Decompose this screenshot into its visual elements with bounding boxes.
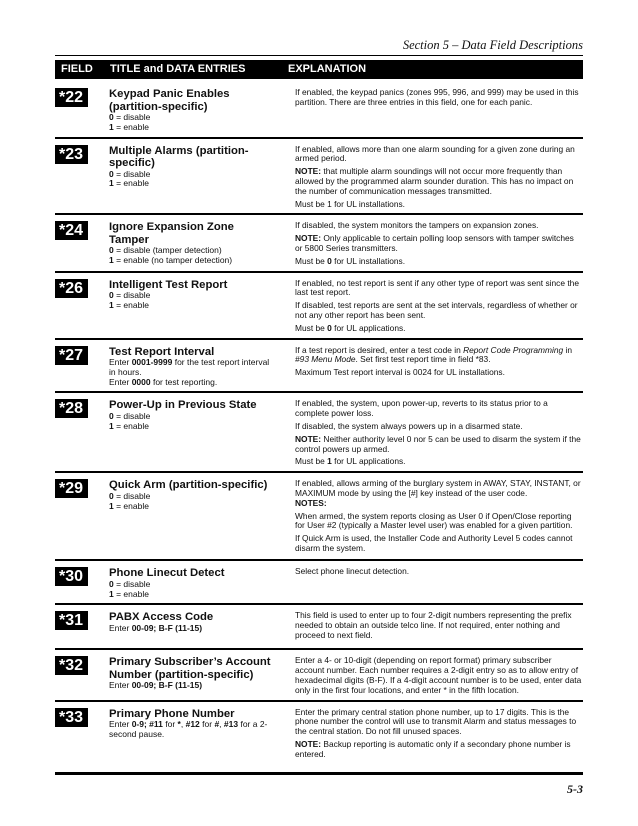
data-entry-line: [109, 358, 275, 378]
entry-key: 0: [109, 290, 114, 301]
explanation-text: If Quick Arm is used, the Installer Code and Authority Level 5 codes cannot disarm the system.: [295, 533, 573, 553]
entry-bold2: *: [177, 719, 181, 729]
field-title: Phone Linecut Detect: [109, 567, 225, 580]
entry-value: = enable (no tamper detection): [113, 255, 233, 266]
field-title: Multiple Alarms (partition-specific): [109, 144, 249, 170]
field-cell: [55, 393, 105, 471]
entry-post5: for a 2-second pause.: [109, 719, 268, 739]
explanation-paragraph: [295, 145, 583, 165]
explanation-paragraph: [295, 534, 583, 554]
column-title: TITLE and DATA ENTRIES: [110, 63, 246, 75]
explanation-text: If enabled, no test report is sent if any other type of report was sent since the last test report.: [295, 277, 579, 298]
entry-key: 1: [109, 255, 114, 266]
data-entry-line: [109, 681, 275, 691]
explanation-cell: [279, 273, 583, 338]
explanation-text: Must be: [295, 456, 328, 467]
entry-key: 1: [109, 299, 114, 310]
field-cell: [55, 650, 105, 699]
explanation-paragraph: [295, 422, 583, 432]
field-title: Quick Arm (partition-specific): [109, 479, 268, 492]
entry-bold: 00-09; B-F (11-15): [131, 622, 203, 633]
entry-post4: ,: [219, 719, 224, 729]
field-cell: [55, 273, 105, 338]
explanation-text: for UL applications.: [331, 456, 406, 467]
title-cell: [105, 393, 279, 471]
explanation-paragraph: [295, 479, 583, 508]
field-number-badge: *30: [55, 567, 88, 586]
explanation-paragraph: [295, 708, 583, 737]
explanation-cell: [279, 473, 583, 559]
explanation-text: that multiple alarm soundings will not occur more frequently than allowed by the programmed alarm sounder duration. This has no impact on the number of communication messages transmitted.: [295, 166, 574, 196]
entry-pre: Enter: [109, 680, 132, 691]
explanation-cell: [279, 82, 583, 137]
entry-pre: Enter: [109, 376, 132, 387]
explanation-paragraph: [295, 301, 583, 321]
entry-value: = enable: [113, 299, 149, 310]
explanation-paragraph: [295, 512, 583, 532]
explanation-cell: [279, 393, 583, 471]
entry-key: 0: [109, 168, 114, 179]
field-title: Intelligent Test Report: [109, 278, 228, 291]
explanation-bold: 0: [327, 255, 332, 266]
field-title: Primary Subscriber’s Account Number (partition-specific): [109, 656, 271, 681]
entry-bold5: #13: [223, 719, 239, 729]
title-cell: [105, 650, 279, 699]
explanation-paragraph: [295, 435, 583, 455]
explanation-paragraph: [295, 167, 583, 196]
explanation-text: Select phone linecut detection.: [295, 566, 410, 577]
entry-bold: 0000: [131, 376, 151, 387]
explanation-paragraph: [295, 399, 583, 419]
explanation-paragraph: [295, 346, 583, 366]
explanation-text: Enter a 4- or 10-digit (depending on report format) primary subscriber account number. Each number requires a 2-digit entry so as to allow entry of hexadecimal digits (B-F). If a 4-digit account number is to be used, enter data only in the first four locations, and enter * in the fifth location.: [295, 655, 582, 695]
explanation-text: When armed, the system reports closing as User 0 if Open/Close reporting for User #2 (typically a Master level user) was enabled for a given partition.: [295, 510, 573, 531]
field-number-badge: *33: [55, 708, 88, 727]
explanation-paragraph: [295, 324, 583, 334]
explanation-bold: 0: [327, 322, 332, 333]
field-title: Keypad Panic Enables (partition-specific): [109, 88, 230, 113]
explanation-text: If enabled, allows more than one alarm sounding for a given zone during an armed period.: [295, 143, 575, 164]
entry-key: 1: [109, 588, 114, 599]
entry-key: 0: [109, 245, 114, 256]
explanation-text: for UL installations.: [331, 255, 406, 266]
explanation-cell: [279, 561, 583, 603]
field-cell: [55, 82, 105, 137]
table-row: [55, 559, 583, 603]
column-header-bar: [55, 60, 583, 79]
explanation-paragraph: [295, 740, 583, 760]
title-cell: [105, 273, 279, 338]
explanation-text: Backup reporting is automatic only if a secondary phone number is entered.: [295, 738, 571, 759]
entry-pre: Enter: [109, 357, 132, 368]
explanation-text: If enabled, the system, upon power-up, reverts to its status prior to a complete power loss.: [295, 398, 548, 419]
entry-key: 1: [109, 121, 114, 132]
title-cell: [105, 215, 279, 270]
explanation-text: If enabled, the keypad panics (zones 995, 996, and 999) may be used in this partition. There are three entries in this field, one for each panic.: [295, 87, 579, 107]
entry-bold4: #: [214, 719, 220, 729]
explanation-cell: [279, 215, 583, 270]
field-cell: [55, 215, 105, 270]
field-number-badge: *29: [55, 479, 88, 498]
title-cell: [105, 561, 279, 603]
data-entry-line: [109, 624, 275, 634]
note-label: NOTE:: [295, 738, 322, 749]
data-entry-line: [109, 378, 275, 388]
field-cell: [55, 473, 105, 559]
explanation-cell: [279, 702, 583, 764]
explanation-cell: [279, 650, 583, 699]
entry-value: = disable: [113, 168, 151, 179]
data-entry: [109, 301, 275, 311]
explanation-paragraph: [295, 611, 583, 640]
entry-value: = enable: [113, 588, 149, 599]
data-entry: [109, 256, 275, 266]
table-row: [55, 603, 583, 648]
entry-post: for: [162, 719, 178, 729]
header-rule: [55, 55, 583, 56]
field-number-badge: *32: [55, 656, 88, 675]
explanation-bold: 1: [327, 456, 332, 467]
explanation-text: Must be 1 for UL installations.: [295, 198, 406, 209]
table-row: [55, 82, 583, 137]
data-entry: [109, 502, 275, 512]
page-number: 5-3: [567, 782, 583, 796]
field-number-badge: *24: [55, 221, 88, 240]
explanation-text: If disabled, the system monitors the tampers on expansion zones.: [295, 220, 539, 231]
entry-key: 0: [109, 578, 114, 589]
explanation-paragraph: [295, 200, 583, 210]
data-entry: [109, 422, 275, 432]
explanation-paragraph: [295, 279, 583, 299]
data-entry: [109, 590, 275, 600]
field-table: [55, 82, 583, 764]
title-cell: [105, 139, 279, 214]
entry-post3: for: [199, 719, 215, 729]
field-number-badge: *27: [55, 346, 88, 365]
table-row: [55, 271, 583, 338]
entry-pre: Enter: [109, 719, 132, 729]
explanation-text: This field is used to enter up to four 2-digit numbers representing the prefix needed to obtain an outside telco line. If not required, enter nothing and proceed to next field.: [295, 610, 572, 640]
entry-post2: ,: [180, 719, 186, 729]
field-number-badge: *26: [55, 279, 88, 298]
table-row: [55, 213, 583, 270]
explanation-text: for UL applications.: [331, 322, 406, 333]
explanation-text: If a test report is desired, enter a test code in: [295, 344, 464, 355]
entry-key: 1: [109, 500, 114, 511]
field-cell: [55, 561, 105, 603]
title-cell: [105, 473, 279, 559]
entry-value: = disable: [113, 490, 151, 501]
title-cell: [105, 605, 279, 648]
entry-value: = enable: [113, 178, 149, 189]
entry-bold: 00-09; B-F (11-15): [131, 680, 203, 691]
entry-key: 0: [109, 112, 114, 122]
table-row: [55, 648, 583, 699]
explanation-paragraph: [295, 567, 583, 577]
explanation-text: . Set first test report time in field *83.: [355, 354, 491, 365]
explanation-paragraph: [295, 257, 583, 267]
explanation-text: Maximum Test report interval is 0024 for UL installations.: [295, 367, 505, 378]
column-explanation: EXPLANATION: [288, 63, 367, 75]
explanation-paragraph: [295, 656, 583, 695]
entry-value: = enable: [113, 121, 149, 132]
entry-key: 1: [109, 178, 114, 189]
field-title: Test Report Interval: [109, 345, 215, 358]
explanation-text: If enabled, allows arming of the burglary system in AWAY, STAY, INSTANT, or MAXIMUM mode by using the [#] key instead of the user code.: [295, 478, 581, 499]
explanation-text: Only applicable to certain polling loop sensors with tamper switches or 5800 Series transmitters.: [295, 233, 574, 253]
explanation-paragraph: [295, 368, 583, 378]
entry-pre: Enter: [109, 622, 132, 633]
field-title: Primary Phone Number: [109, 707, 235, 720]
explanation-text: If disabled, the system always powers up in a disarmed state.: [295, 421, 523, 432]
field-title: Ignore Expansion Zone Tamper: [109, 221, 234, 246]
entry-value: = disable: [113, 112, 151, 122]
note-label: NOTE:: [295, 233, 322, 244]
field-number-badge: *22: [55, 88, 88, 107]
data-entry: [109, 123, 275, 133]
explanation-text: Enter the primary central station phone number, up to 17 digits. This is the phone number the control will use to transmit Alarm and status messages to the central station. Do not fill unused spaces.: [295, 706, 577, 737]
entry-post: for the test report interval in hours.: [109, 357, 270, 377]
field-cell: [55, 702, 105, 764]
table-row: [55, 391, 583, 471]
explanation-text: Must be: [295, 322, 328, 333]
field-cell: [55, 139, 105, 214]
entry-bold: 0001-9999: [131, 357, 173, 368]
table-row: [55, 338, 583, 392]
explanation-paragraph: [295, 234, 583, 254]
title-cell: [105, 340, 279, 392]
field-number-badge: *23: [55, 145, 88, 164]
field-number-badge: *31: [55, 611, 88, 630]
explanation-paragraph: [295, 457, 583, 467]
explanation-text: Must be: [295, 255, 328, 266]
explanation-text: If disabled, test reports are sent at the set intervals, regardless of whether or not any other report has been sent.: [295, 300, 578, 320]
data-entry: [109, 179, 275, 189]
table-row: [55, 700, 583, 764]
entry-value: = enable: [113, 500, 149, 511]
field-cell: [55, 605, 105, 648]
note-label: NOTE:: [295, 433, 322, 444]
explanation-text: in: [563, 344, 573, 355]
entry-post: for test reporting.: [150, 376, 218, 387]
table-row: [55, 137, 583, 214]
field-cell: [55, 340, 105, 392]
footer-rule: [55, 772, 583, 775]
explanation-cell: [279, 139, 583, 214]
entry-bold: 0-9; #11: [131, 719, 163, 729]
explanation-italic: Report Code Programming: [463, 344, 564, 355]
explanation-text: Neither authority level 0 nor 5 can be used to disarm the system if the control powers up armed.: [295, 433, 581, 454]
table-row: [55, 471, 583, 559]
entry-bold3: #12: [185, 719, 200, 729]
entry-key: 0: [109, 410, 114, 421]
entry-value: = enable: [113, 420, 149, 431]
explanation-italic: #93 Menu Mode: [295, 354, 356, 365]
explanation-paragraph: [295, 221, 583, 231]
title-cell: [105, 82, 279, 137]
note-label: NOTE:: [295, 166, 322, 177]
entry-key: 1: [109, 420, 114, 431]
explanation-paragraph: [295, 88, 583, 108]
explanation-cell: [279, 605, 583, 648]
entry-value: = disable: [113, 578, 151, 589]
notes-label: NOTES:: [295, 497, 327, 508]
field-title: Power-Up in Previous State: [109, 399, 257, 412]
field-number-badge: *28: [55, 399, 88, 418]
section-header: Section 5 – Data Field Descriptions: [402, 38, 583, 52]
explanation-cell: [279, 340, 583, 392]
entry-value: = disable (tamper detection): [113, 245, 222, 256]
entry-value: = disable: [113, 410, 151, 421]
field-title: PABX Access Code: [109, 611, 214, 624]
entry-value: = disable: [113, 290, 151, 301]
column-field: FIELD: [61, 63, 93, 75]
title-cell: [105, 702, 279, 764]
data-entry-line: [109, 720, 275, 740]
entry-key: 0: [109, 490, 114, 501]
